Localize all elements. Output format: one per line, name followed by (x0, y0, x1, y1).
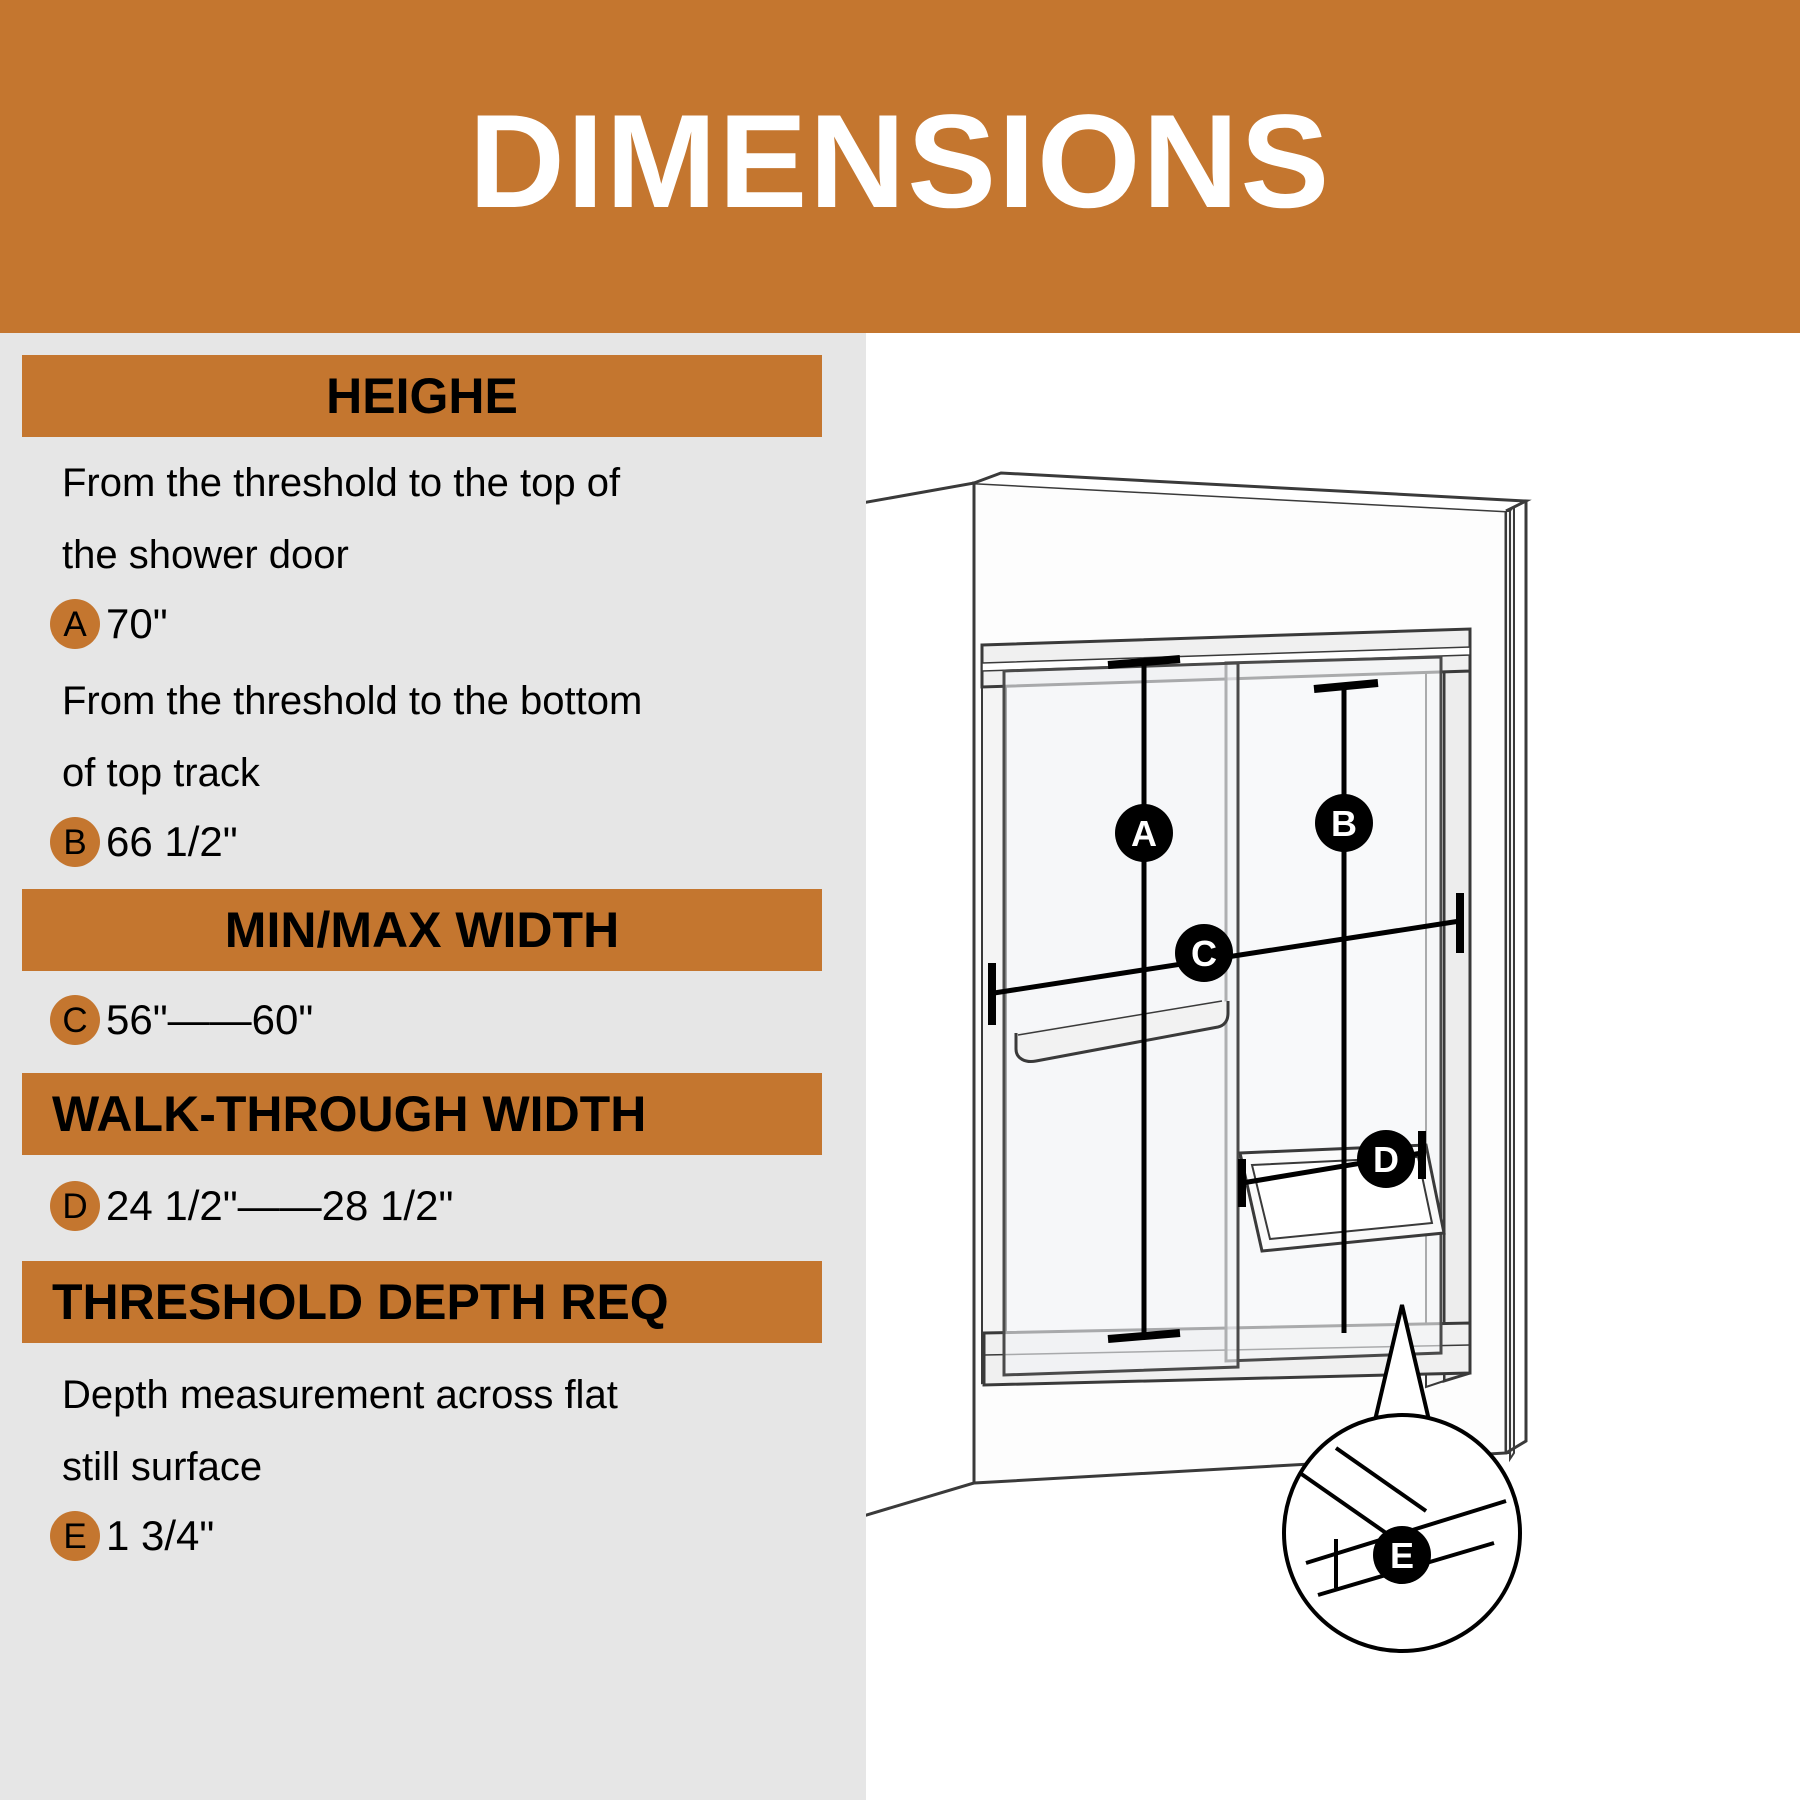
section-header-walk-through-width (22, 1073, 822, 1155)
glass-panel-right (1226, 657, 1441, 1361)
callout-d (1357, 1130, 1415, 1188)
badge-c: C (50, 995, 100, 1045)
section-title-min-max-width: MIN/MAX WIDTH (224, 902, 620, 958)
page-title: DIMENSIONS (468, 88, 1332, 236)
callout-b (1315, 794, 1373, 852)
height-desc-line-1: From the threshold to the top of (62, 461, 621, 505)
threshold-desc-line-2: still surface (62, 1445, 263, 1489)
callout-a-label: A (1131, 813, 1157, 854)
measure-row-b (50, 817, 238, 867)
callout-a (1115, 804, 1173, 862)
measure-value-a: 70" (106, 600, 168, 647)
height-desc-line-2: the shower door (62, 533, 349, 577)
section-header-height (22, 355, 822, 437)
badge-b: B (50, 817, 100, 867)
measure-value-c: 56"——60" (106, 996, 314, 1043)
badge-a: A (50, 599, 100, 649)
callout-b-label: B (1331, 803, 1357, 844)
callout-c-label: C (1191, 933, 1217, 974)
measure-row-c (50, 995, 313, 1045)
measure-row-a (50, 599, 168, 649)
section-title-walk-through-width: WALK-THROUGH WIDTH (52, 1086, 647, 1142)
dimensions-panel (0, 333, 866, 1800)
section-title-height: HEIGHE (326, 368, 518, 424)
measure-row-e (50, 1511, 214, 1561)
section-header-threshold-depth (22, 1261, 822, 1343)
section-title-threshold-depth: THRESHOLD DEPTH REQ (52, 1274, 669, 1330)
height-desc2-line-1: From the threshold to the bottom (62, 679, 643, 723)
threshold-desc-line-1: Depth measurement across flat (62, 1373, 618, 1417)
callout-e-label: E (1389, 1535, 1415, 1576)
callout-d-label: D (1373, 1139, 1399, 1180)
height-desc2-line-2: of top track (62, 751, 260, 795)
measure-row-d (50, 1181, 453, 1231)
badge-e: E (50, 1511, 100, 1561)
measure-value-b: 66 1/2" (106, 818, 238, 865)
shower-door-diagram (866, 333, 1800, 1800)
measure-value-d: 24 1/2"——28 1/2" (106, 1182, 454, 1229)
section-header-min-max-width (22, 889, 822, 971)
measure-value-e: 1 3/4" (106, 1512, 215, 1559)
badge-d: D (50, 1181, 100, 1231)
callout-c (1175, 924, 1233, 982)
header-banner (0, 0, 1800, 333)
